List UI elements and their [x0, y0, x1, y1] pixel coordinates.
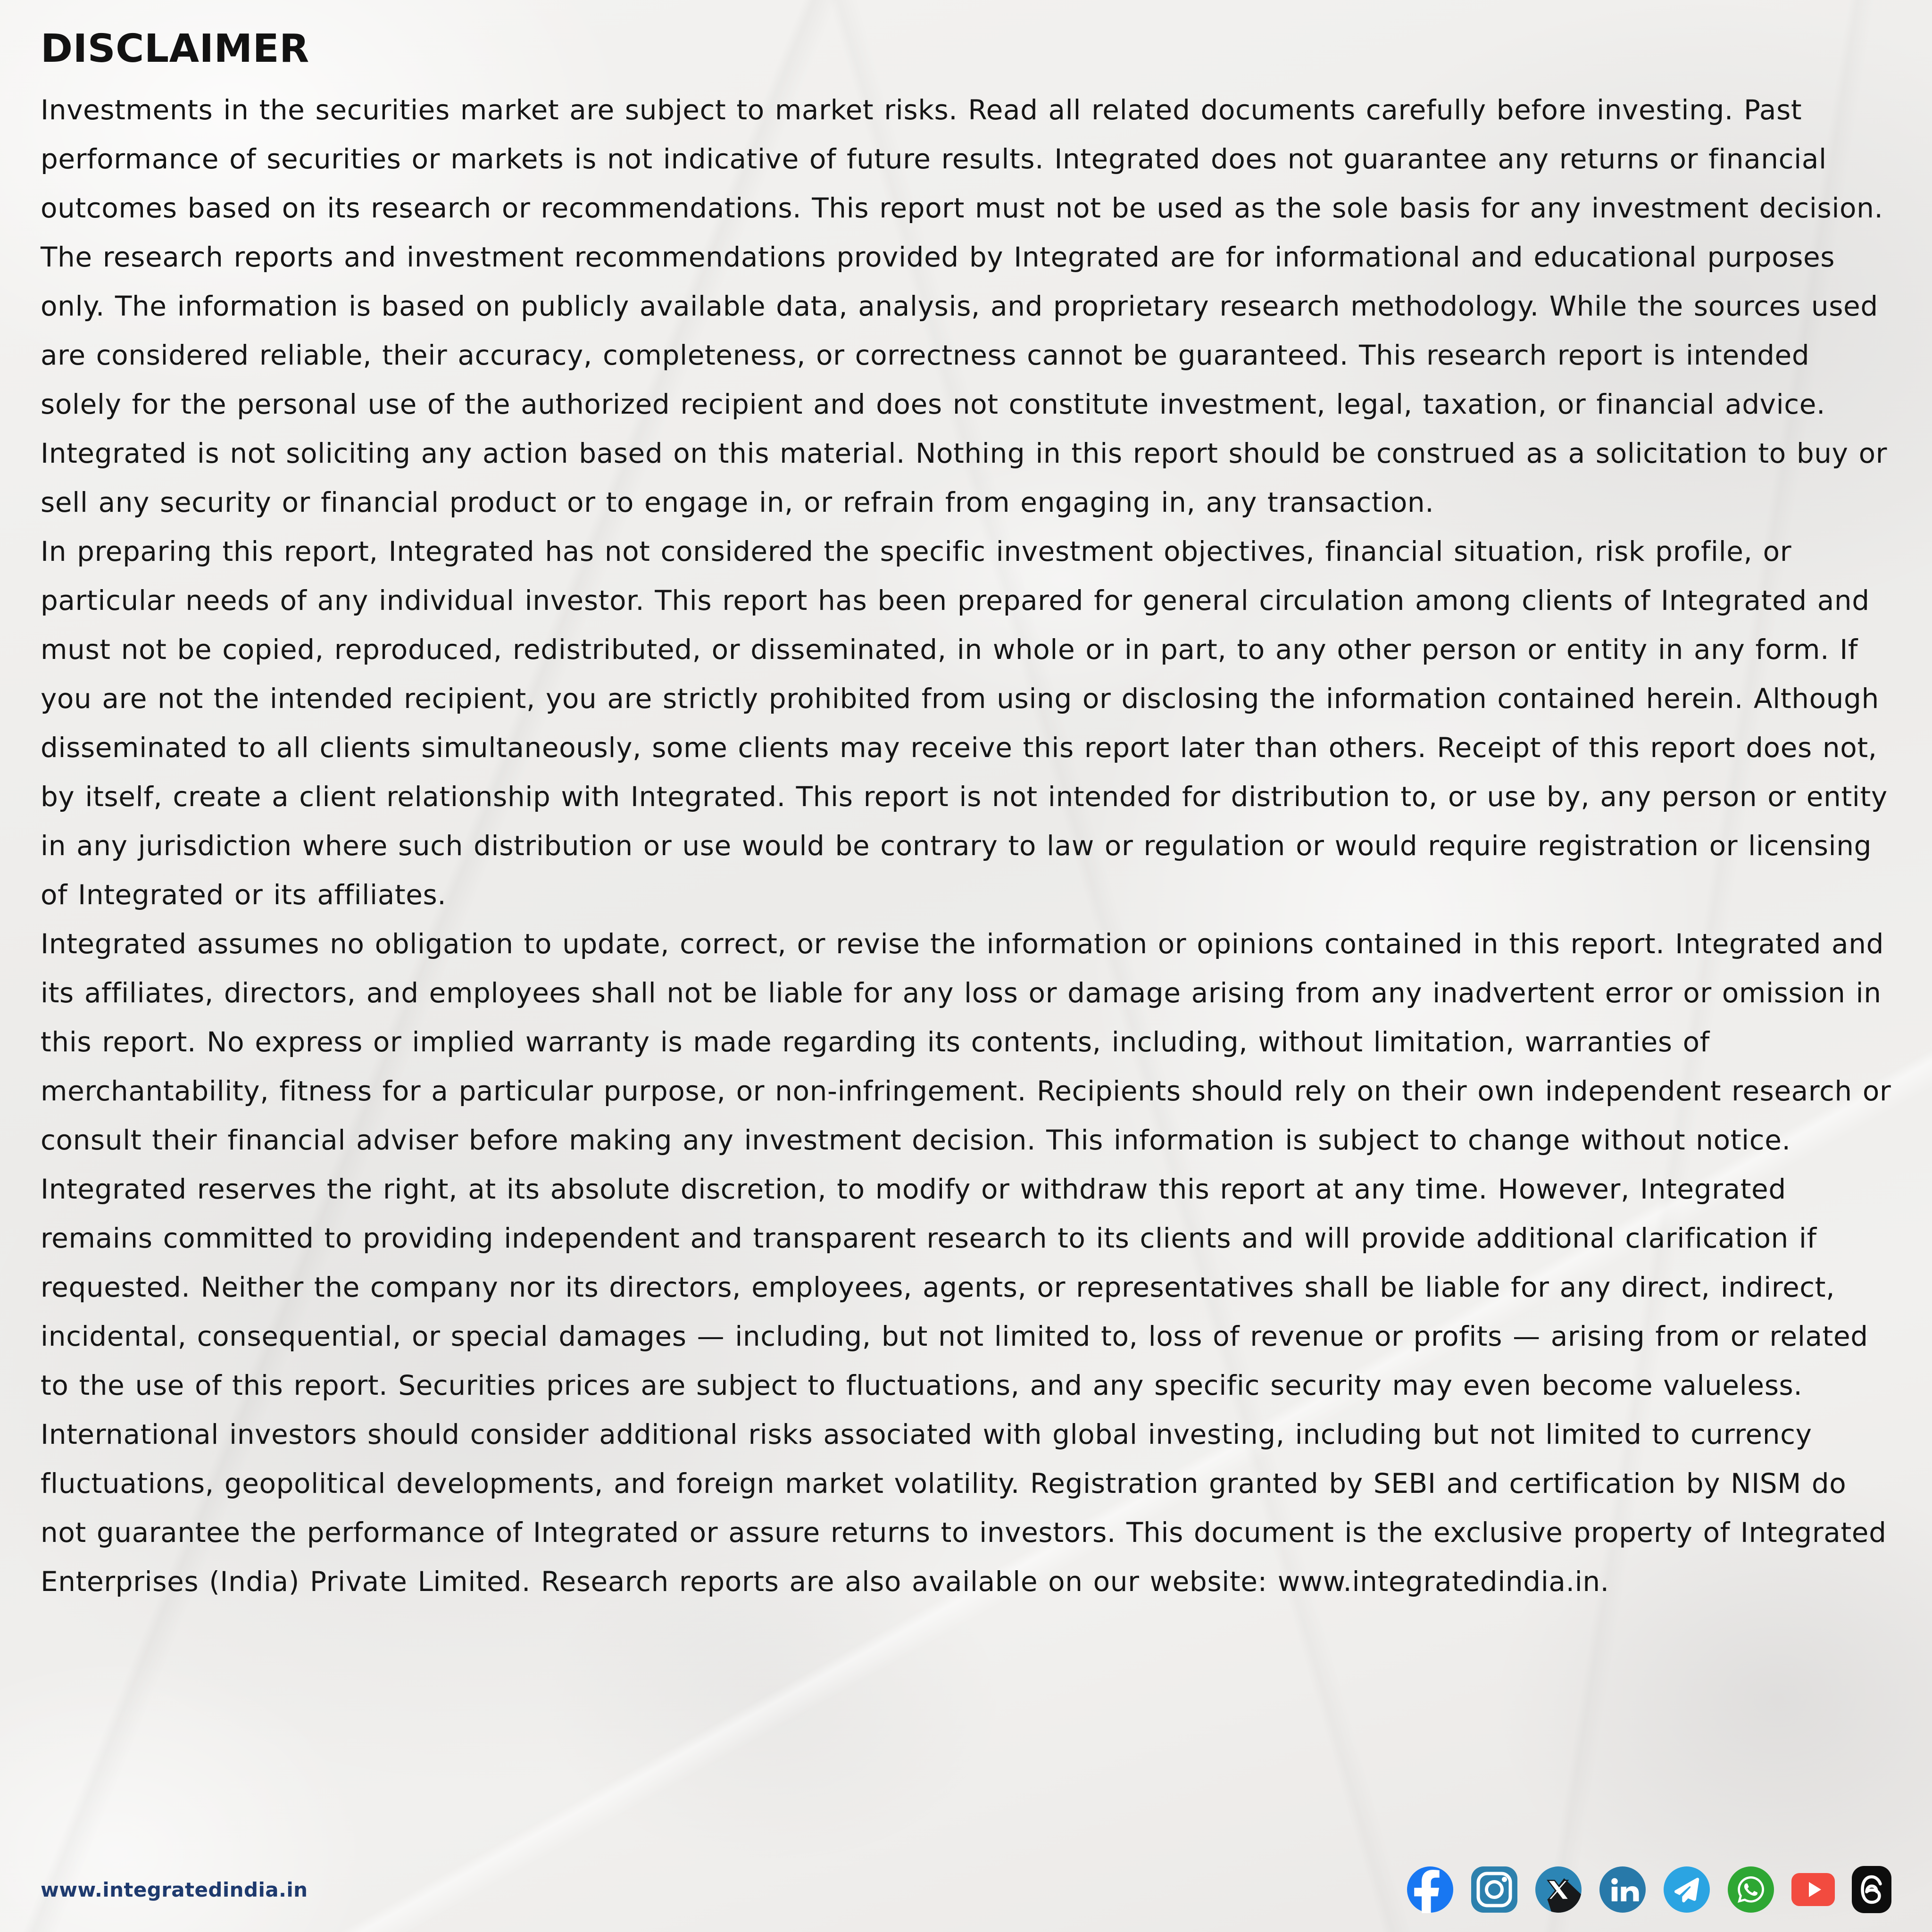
threads-icon[interactable] [1852, 1866, 1891, 1913]
page-title: DISCLAIMER [41, 26, 309, 71]
disclaimer-page [41, 26, 1891, 1606]
telegram-icon[interactable] [1663, 1866, 1710, 1913]
x-twitter-icon[interactable] [1535, 1866, 1582, 1913]
disclaimer-body [41, 85, 1891, 1606]
linkedin-icon[interactable] [1599, 1866, 1646, 1913]
social-icons [1407, 1866, 1891, 1913]
disclaimer-paragraph: Integrated assumes no obligation to update, correct, or revise the information or opinions contained in this report. Integrated and its affiliates, directors, and employees shall not be liable for any loss or damage arising from any inadvertent error or omission in this report. No express or implied warranty is made regarding its contents, including, without limitation, warranties of merchantability, fitness for a particular purpose, or non-infringement. Recipients should rely on their own independent research or consult their financial adviser before making any investment decision. This information is subject to change without notice. Integrated reserves the right, at its absolute discretion, to modify or withdraw this report at any time. However, Integrated remains committed to providing independent and transparent research to its clients and will provide additional clarification if requested. Neither the company nor its directors, employees, agents, or representatives shall be liable for any direct, indirect, incidental, consequential, or special damages — including, but not limited to, loss of revenue or profits — arising from or related to the use of this report. Securities prices are subject to fluctuations, and any specific security may even become valueless. International investors should consider additional risks associated with global investing, including but not limited to currency fluctuations, geopolitical developments, and foreign market volatility. Registration granted by SEBI and certification by NISM do not guarantee the performance of Integrated or assure returns to investors. This document is the exclusive property of Integrated Enterprises (India) Private Limited. Research reports are also available on our website: www.integratedindia.in. [41, 928, 1891, 1598]
whatsapp-icon[interactable] [1727, 1866, 1774, 1913]
disclaimer-paragraph: In preparing this report, Integrated has not considered the specific investment objectives, financial situation, risk profile, or particular needs of any individual investor. This report has been prepared for general circulation among clients of Integrated and must not be copied, reproduced, redistributed, or disseminated, in whole or in part, to any other person or entity in any form. If you are not the intended recipient, you are strictly prohibited from using or disclosing the information contained herein. Although disseminated to all clients simultaneously, some clients may receive this report later than others. Receipt of this report does not, by itself, create a client relationship with Integrated. This report is not intended for distribution to, or use by, any person or entity in any jurisdiction where such distribution or use would be contrary to law or regulation or would require registration or licensing of Integrated or its affiliates. [41, 535, 1888, 911]
facebook-icon[interactable] [1407, 1866, 1454, 1913]
youtube-icon[interactable] [1791, 1873, 1835, 1906]
website-link[interactable]: www.integratedindia.in [41, 1878, 308, 1901]
instagram-icon[interactable] [1471, 1866, 1518, 1913]
page-footer [41, 1866, 1891, 1913]
disclaimer-paragraph: Investments in the securities market are subject to market risks. Read all related documents carefully before investing. Past performance of securities or markets is not indicative of future results. Integrated does not guarantee any returns or financial outcomes based on its research or recommendations. This report must not be used as the sole basis for any investment decision. The research reports and investment recommendations provided by Integrated are for informational and educational purposes only. The information is based on publicly available data, analysis, and proprietary research methodology. While the sources used are considered reliable, their accuracy, completeness, or correctness cannot be guaranteed. This research report is intended solely for the personal use of the authorized recipient and does not constitute investment, legal, taxation, or financial advice. Integrated is not soliciting any action based on this material. Nothing in this report should be construed as a solicitation to buy or sell any security or financial product or to engage in, or refrain from engaging in, any transaction. [41, 94, 1888, 518]
